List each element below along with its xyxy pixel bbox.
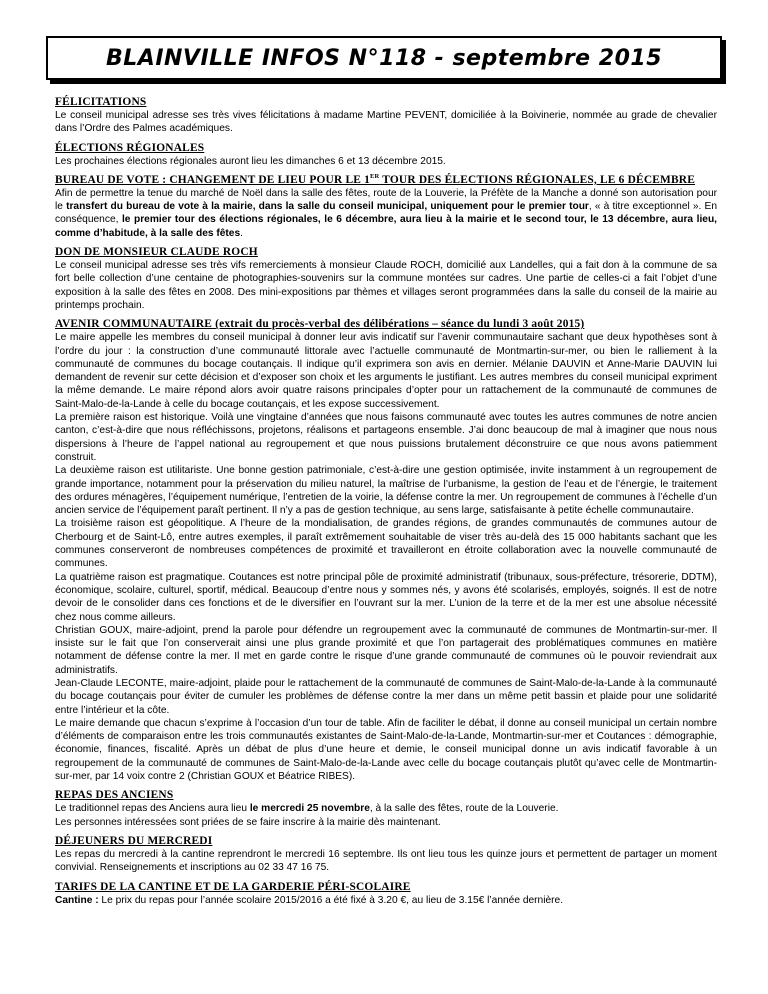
section-heading: ÉLECTIONS RÉGIONALES xyxy=(55,141,205,154)
section-heading: BUREAU DE VOTE : CHANGEMENT DE LIEU POUR LE 1ER TOUR DES ÉLECTIONS RÉGIONALES, LE 6 DÉCEMBRE xyxy=(55,173,696,186)
section-elections xyxy=(55,142,717,168)
paragraph: Christian GOUX, maire-adjoint, prend la parole pour défendre un regroupement avec la communauté de communes de Montmartin-sur-mer. Il insiste sur le fait que l’on conserverait ainsi une plus grande proximité et que l’on partagerait des problématiques communes en matière notamment de défense contre la mer. Il met en garde contre le risque d’une grande communauté de communes où le pouvoir reviendrait aux administratifs. xyxy=(55,624,717,676)
section-text: Les prochaines élections régionales auront lieu les dimanches 6 et 13 décembre 2015. xyxy=(55,155,446,167)
paragraph: La première raison est historique. Voilà une vingtaine d’années que nous faisons communauté avec toutes les autres communes de notre ancien canton, c’est-à-dire que nous réfléchissons, projetons, réalisons et partageons ensemble. J’ai donc beaucoup de mal à imaginer que nous nous dispersions à l’heure de l’appel national au regroupement et que nous puissions brutalement déconstruire ce que nous avons patiemment construit. xyxy=(55,412,717,463)
paragraph: Le maire appelle les membres du conseil municipal à donner leur avis indicatif sur l’avenir communautaire sachant que deux hypothèses sont à l’ordre du jour : la construction d’une communauté littorale avec l’actuelle communauté de Montmartin-sur-mer, ou bien le ralliement à la communauté de communes du bocage coutançais. Il indique qu’il exprimera son avis en dernier. Mélanie DAUVIN et Anne-Marie DAUVIN lui demandent de revenir sur cette décision et d’exposer son choix et les arguments le justifiant. Les autres membres du conseil municipal expriment la même demande. Le maire répond alors avoir quatre raisons principales d’opter pour un rattachement de la communauté de communes de Saint-Malo-de-la-Lande à celle du bocage coutançais, et les expose successivement. xyxy=(55,332,717,410)
article-list xyxy=(55,96,717,907)
paragraph: Jean-Claude LECONTE, maire-adjoint, plaide pour le rattachement de la communauté de communes de Saint-Malo-de-la-Lande à la communauté du bocage coutançais pour éviter de cumuler les problèmes de défense contre la mer dans un même petit bassin et plaide pour une solidarité entre l’intérieur et la côte. xyxy=(55,677,717,716)
section-text: Les repas du mercredi à la cantine reprendront le mercredi 16 septembre. Ils ont lieu tous les quinze jours et permettent de partager un moment convivial. Renseignements et inscriptions au 02 33 47 16 75. xyxy=(55,848,717,874)
section-tarifs xyxy=(55,881,717,907)
section-heading: TARIFS DE LA CANTINE ET DE LA GARDERIE PÉRI-SCOLAIRE xyxy=(55,880,411,893)
section-repas-des-anciens xyxy=(55,789,717,829)
section-text: Le conseil municipal adresse ses très vifs remerciements à monsieur Claude ROCH, domicilié aux Landelles, qui a fait don à la commune de sa fort belle collection d’une centaine de photographies-souvenirs sur la commune montées sur cadres. Une partie de celles-ci a fait l’objet d’une exposition à la salle des fêtes en 2008. Des mini-expositions par thèmes et villages seront programmées dans la salle du conseil de la mairie au printemps prochain. xyxy=(55,260,717,311)
section-heading: DON DE MONSIEUR CLAUDE ROCH xyxy=(55,246,258,259)
section-heading: REPAS DES ANCIENS xyxy=(55,789,174,802)
section-text: Le traditionnel repas des Anciens aura lieu le mercredi 25 novembre, à la salle des fêtes, route de la Louverie. Les personnes intéressées sont priées de se faire inscrire à la mairie dès maintenant. xyxy=(55,803,559,828)
section-text: Afin de permettre la tenue du marché de Noël dans la salle des fêtes, route de la Louverie, la Préfète de la Manche a donné son autorisation pour le transfert du bureau de vote à la mairie, dans la salle du conseil municipal, uniquement pour le premier tour, « à titre exceptionnel ». En conséquence, le premier tour des élections régionales, le 6 décembre, aura lieu à la mairie et le second tour, le 13 décembre, aura lieu, comme d’habitude, à la salle des fêtes. xyxy=(55,187,717,239)
section-don xyxy=(55,246,717,312)
section-felicitations xyxy=(55,96,717,136)
section-dejeuners xyxy=(55,835,717,875)
section-text: Le conseil municipal adresse ses très vives félicitations à madame Martine PEVENT, domiciliée à la Boivinerie, nommée au grade de chevalier dans l’Ordre des Palmes académiques. xyxy=(55,110,717,135)
section-heading: FÉLICITATIONS xyxy=(55,96,147,108)
section-bureau-de-vote xyxy=(55,174,717,240)
newsletter-banner xyxy=(46,36,722,80)
section-heading: AVENIR COMMUNAUTAIRE (extrait du procès-verbal des délibérations – séance du lundi 3 août 2015) xyxy=(55,318,585,331)
section-text xyxy=(55,331,717,783)
section-text: Cantine : Le prix du repas pour l’année scolaire 2015/2016 a été fixé à 3.20 €, au lieu de 3.15€ l’année dernière. xyxy=(55,894,564,906)
newsletter-title: BLAINVILLE INFOS N°118 - septembre 2015 xyxy=(106,45,662,71)
section-heading: DÉJEUNERS DU MERCREDI xyxy=(55,834,213,847)
paragraph: La deuxième raison est utilitariste. Une bonne gestion patrimoniale, c’est-à-dire une gestion optimisée, invite instamment à un regroupement de grande importance, notamment pour la préservation du milieu naturel, la maîtrise de l’urbanisme, la gestion de l’eau et de l’énergie, le traitement des ordures ménagères, l’équipement numérique, l’entretien de la voirie, la défense contre la mer. Un regroupement de communes à l’échelle d’un ancien service de l’équipement paraît pertinent. Il n’y a pas de gestion technique, au sens large, satisfaisante à petite échelle communautaire. xyxy=(55,465,717,517)
paragraph: La troisième raison est géopolitique. A l’heure de la mondialisation, de grandes régions, de grandes communautés de communes autour de Cherbourg et de Saint-Lô, entre autres exemples, il paraît extrêmement souhaitable de viser très au-delà des 15 000 habitants sachant que les communes conserveront de nombreuses compétences de proximité et travailleront en étroite collaboration avec la nouvelle communauté de communes. xyxy=(55,518,717,570)
paragraph: La quatrième raison est pragmatique. Coutances est notre principal pôle de proximité administratif (tribunaux, sous-préfecture, trésorerie, DDTM), économique, scolaire, culturel, sportif, médical. Beaucoup d’entre nous y sommes nés, y avons été scolarisés, employés, soignés. Il est de notre devoir de le consolider dans ces fonctions et de le diversifier en l’ouvrant sur la mer. L’union de la terre et de la mer est une absolue nécessité chez nous comme ailleurs. xyxy=(55,571,717,623)
paragraph: Le maire demande que chacun s’exprime à l’occasion d’un tour de table. Afin de faciliter le débat, il donne au conseil municipal un certain nombre d’éléments de comparaison entre les trois communautés existantes de Saint-Malo-de-la-Lande, Montmartin-sur-mer et Coutances : démographie, économie, finances, fiscalité. Après un débat de plus d’une heure et demie, le conseil municipal donne un avis indicatif favorable à un regroupement de la communauté de communes de Saint-Malo-de-la-Lande avec celle du bocage coutançais plutôt qu’avec celle de Montmartin-sur-mer, par 14 voix contre 2 (Christian GOUX et Béatrice RIBES). xyxy=(55,717,717,783)
section-avenir-communautaire xyxy=(55,318,717,783)
